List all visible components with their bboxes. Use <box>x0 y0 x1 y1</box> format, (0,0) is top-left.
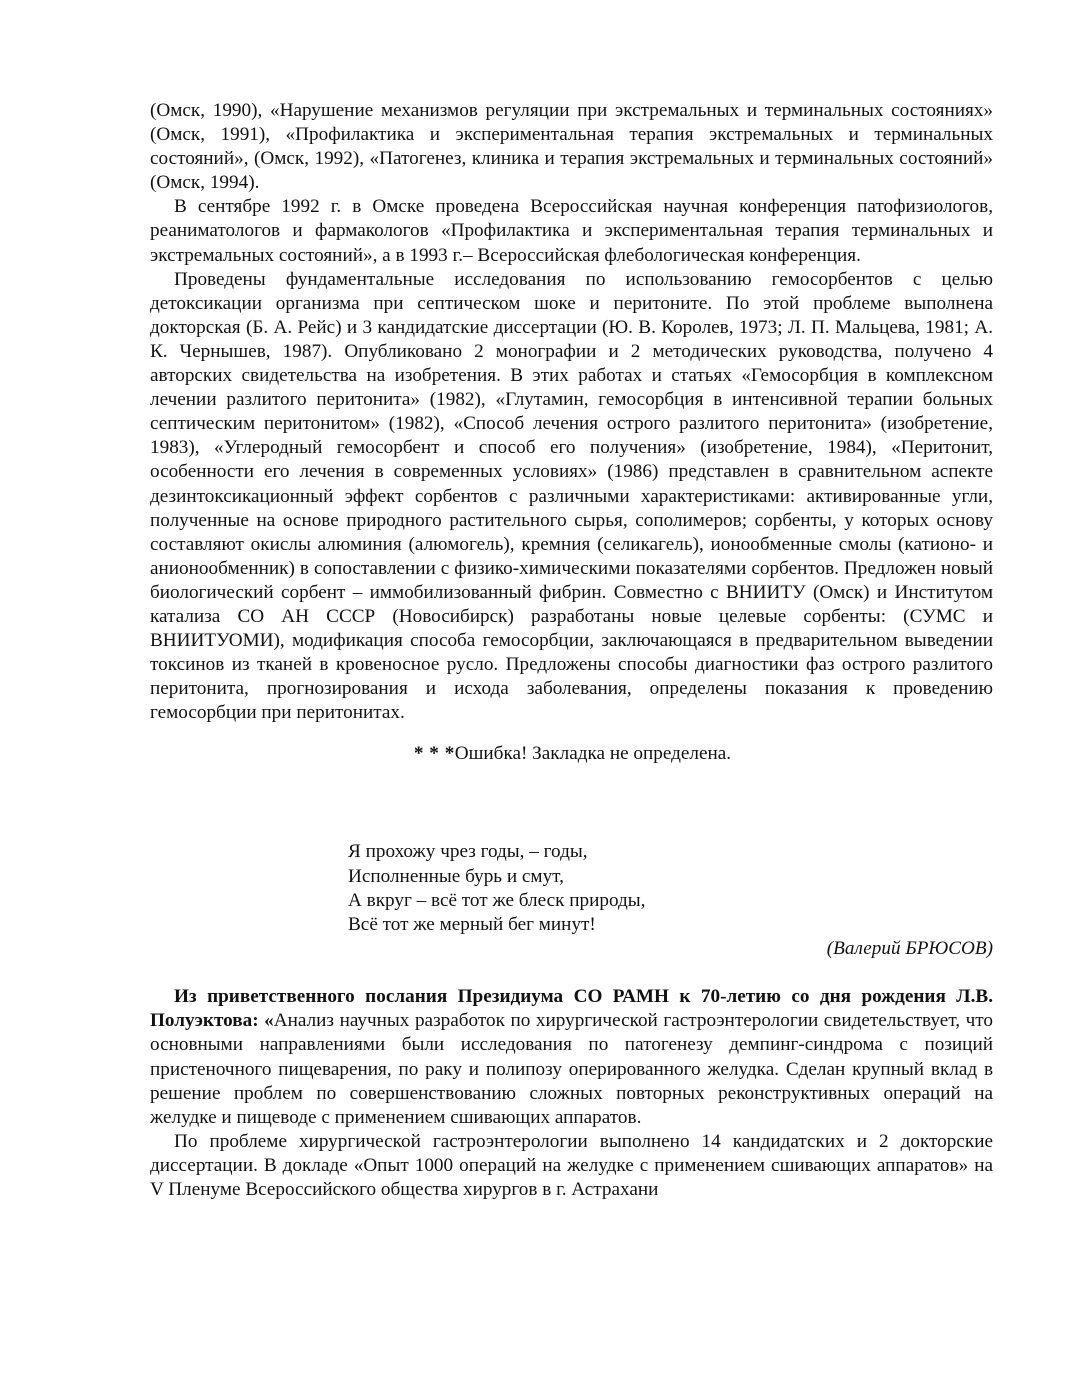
document-page <box>150 99 993 1202</box>
bookmark-error-text: Ошибка! Закладка не определена. <box>454 743 732 765</box>
poem-line: А вкруг – всё тот же блеск природы, <box>348 889 646 911</box>
separator-stars: * * * <box>413 743 455 765</box>
greeting-bold-lead: Из приветственного послания Президиума СО РАМН к 70-летию со дня рождения Л.В. Полуэктова: « <box>150 986 993 1032</box>
poem-epigraph <box>150 840 993 937</box>
greeting-text: Анализ научных разработок по хирургической гастроэнтерологии свидетельствует, что основными направлениями были исследования по патогенезу демпинг-синдрома с позиций пристеночного пищеварения, по раку и полипозу оперированного желудка. Сделан крупный вклад в решение проблем по совершенствованию сложных повторных реконструктивных операций на желудке и пищеводе с применением сшивающих аппаратов. <box>150 1010 993 1128</box>
section-separator <box>150 742 993 766</box>
paragraph-greeting <box>150 985 993 1130</box>
poem-author: (Валерий БРЮСОВ) <box>826 938 993 960</box>
poem-line: Исполненные бурь и смут, <box>348 865 564 887</box>
paragraph-conferences-list: (Омск, 1990), «Нарушение механизмов регуляции при экстремальных и терминальных состояниях» (Омск, 1991), «Профилактика и экспериментальная терапия экстремальных и терминальных состояний», (Омск, 1992), «Патогенез, клиника и терапия экстремальных и терминальных состояний» (Омск, 1994). <box>150 100 993 194</box>
poem-line: Я прохожу чрез годы, – годы, <box>348 841 588 863</box>
paragraph-conference-1992: В сентябре 1992 г. в Омске проведена Всероссийская научная конференция патофизиологов, реаниматологов и фармакологов «Профилактика и экспериментальная терапия терминальных и экстремальных состояний», а в 1993 г.– Всероссийская флебологическая конференция. <box>150 196 993 266</box>
paragraph-hemosorbents-research: Проведены фундаментальные исследования по использованию гемосорбентов с целью детоксикации организма при септическом шоке и перитоните. По этой проблеме выполнена докторская (Б. А. Рейс) и 3 кандидатские диссертации (Ю. В. Королев, 1973; Л. П. Мальцева, 1981; А. К. Чернышев, 1987). Опубликовано 2 монографии и 2 методических руководства, получено 4 авторских свидетельства на изобретения. В этих работах и статьях «Гемосорбция в комплексном лечении разлитого перитонита» (1982), «Глутамин, гемосорбция в интенсивной терапии больных септическим перитонитом» (1982), «Способ лечения острого разлитого перитонита» (изобретение, 1983), «Углеродный гемосорбент и способ его получения» (изобретение, 1984), «Перитонит, особенности его лечения в современных условиях» (1986) представлен в сравнительном аспекте дезинтоксикационный эффект сорбентов с различными характеристиками: активированные угли, полученные на основе природного растительного сырья, сополимеров; сорбенты, у которых основу составляют окислы алюминия (алюмогель), кремния (селикагель), ионообменные смолы (катионо- и анионообменник) в сопоставлении с физико-химическими показателями сорбентов. Предложен новый биологический сорбент – иммобилизованный фибрин. Совместно с ВНИИТУ (Омск) и Институтом катализа СО АН СССР (Новосибирск) разработаны новые целевые сорбенты: (СУМС и ВНИИТУОМИ), модификация способа гемосорбции, заключающаяся в предварительном выведении токсинов из тканей в кровеносное русло. Предложены способы диагностики фаз острого разлитого перитонита, прогнозирования и исхода заболевания, определены показания к проведению гемосорбции при перитонитах. <box>150 268 993 724</box>
paragraph-gastroenterology-dissertations: По проблеме хирургической гастроэнтерологии выполнено 14 кандидатских и 2 докторские диссертации. В докладе «Опыт 1000 операций на желудке с применением сшивающих аппаратов» на V Пленуме Всероссийского общества хирургов в г. Астрахани <box>150 1130 993 1200</box>
poem-line: Всё тот же мерный бег минут! <box>348 914 596 936</box>
